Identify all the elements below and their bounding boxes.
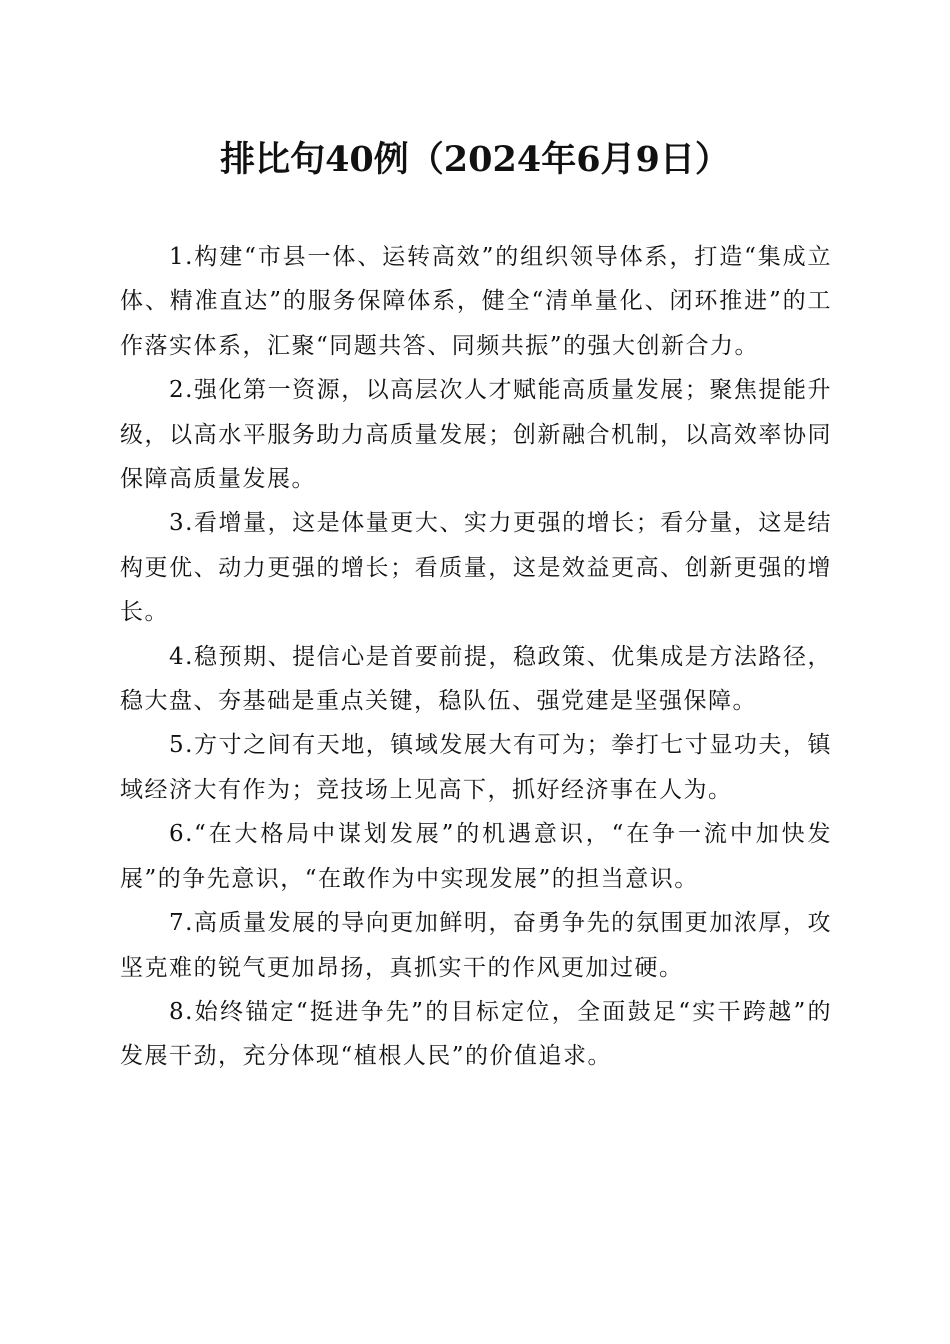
paragraph-4: 4.稳预期、提信心是首要前提，稳政策、优集成是方法路径，稳大盘、夯基础是重点关键，稳队伍、强党建是坚强保障。 [120, 643, 832, 715]
paragraph-3: 3.看增量，这是体量更大、实力更强的增长；看分量，这是结构更优、动力更强的增长；看质量，这是效益更高、创新更强的增长。 [120, 510, 832, 626]
document-body [120, 235, 832, 1079]
paragraph-7: 7.高质量发展的导向更加鲜明，奋勇争先的氛围更加浓厚，攻坚克难的锐气更加昂扬，真抓实干的作风更加过硬。 [120, 910, 832, 981]
document-title: 排比句40例（2024年6月9日） [220, 139, 730, 180]
paragraph-8: 8.始终锚定“挺进争先”的目标定位，全面鼓足“实干跨越”的发展干劲，充分体现“植根人民”的价值追求。 [120, 998, 832, 1070]
paragraph-1: 1.构建“市县一体、运转高效”的组织领导体系，打造“集成立体、精准直达”的服务保障体系，健全“清单量化、闭环推进”的工作落实体系，汇聚“同题共答、同频共振”的强大创新合力。 [120, 244, 832, 359]
paragraph-6: 6.“在大格局中谋划发展”的机遇意识，“在争一流中加快发展”的争先意识，“在敢作为中实现发展”的担当意识。 [120, 821, 832, 892]
paragraph-5: 5.方寸之间有天地，镇域发展大有可为；拳打七寸显功夫，镇域经济大有作为；竞技场上见高下，抓好经济事在人为。 [120, 732, 832, 803]
paragraph-2: 2.强化第一资源，以高层次人才赋能高质量发展；聚焦提能升级，以高水平服务助力高质量发展；创新融合机制，以高效率协同保障高质量发展。 [120, 377, 832, 493]
